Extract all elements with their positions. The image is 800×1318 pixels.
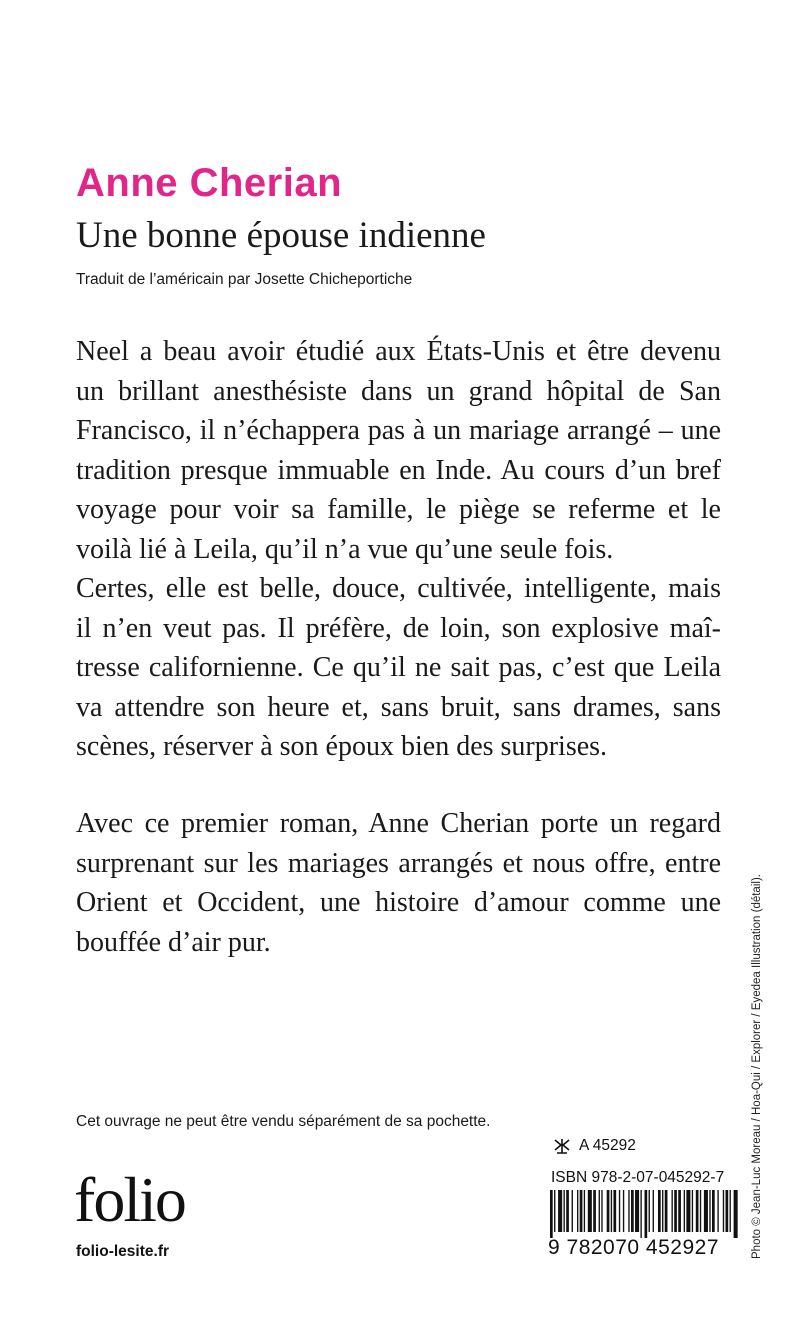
barcode-bar	[628, 1190, 629, 1232]
blurb-line: un brillant anesthésiste dans un grand hôpital de San	[76, 375, 721, 407]
blurb-line: tresse californienne. Ce qu’il ne sait pas, c’est que Leila	[76, 652, 721, 683]
barcode-bar	[672, 1190, 673, 1232]
blurb-line: va attendre son heure et, sans bruit, sans drames, sans	[76, 691, 721, 723]
barcode-bar	[640, 1190, 641, 1238]
barcode-bar	[564, 1190, 565, 1232]
barcode-bar	[709, 1190, 710, 1232]
barcode-bar	[665, 1190, 668, 1232]
barcode-bar	[584, 1190, 585, 1232]
barcode-bar	[631, 1190, 634, 1232]
barcode-bar	[607, 1190, 610, 1232]
barcode-bar	[649, 1190, 650, 1232]
catalog-code: A 45292	[579, 1137, 636, 1155]
translator-credit: Traduit de l’américain par Josette Chicheportiche	[76, 271, 413, 288]
barcode-bar	[662, 1190, 663, 1232]
barcode-bar	[726, 1190, 729, 1232]
barcode-bar	[593, 1190, 596, 1232]
barcode-bar	[712, 1190, 715, 1232]
sale-notice: Cet ouvrage ne peut être vendu séparément de sa pochette.	[76, 1113, 491, 1130]
barcode-bar	[577, 1190, 578, 1232]
barcode-bar	[611, 1190, 612, 1232]
blurb-line: surprenant sur les mariages arrangés et nous offre, entre	[76, 847, 721, 879]
blurb-line: scènes, réserver à son époux bien des surprises.	[76, 731, 608, 762]
blurb-line: voilà lié à Leila, qu’il n’a vue qu’une seule fois.	[76, 533, 614, 565]
barcode-bar	[599, 1190, 600, 1232]
barcode-bar	[619, 1190, 620, 1232]
barcode-bar	[658, 1190, 661, 1232]
barcode-bar	[704, 1190, 708, 1232]
barcode-bar	[572, 1190, 573, 1232]
catalog-row	[553, 1138, 636, 1154]
barcode-bar	[601, 1190, 602, 1232]
barcode-bar	[558, 1190, 562, 1232]
blurb-paragraph-2	[76, 804, 721, 962]
barcode-bar	[678, 1190, 681, 1232]
barcode-bar	[684, 1190, 685, 1232]
barcode-bar	[730, 1190, 731, 1232]
barcode-bar	[613, 1190, 616, 1232]
barcode-bar	[550, 1190, 553, 1238]
folio-logo: folio	[74, 1164, 185, 1235]
blurb-line: voyage pour voir sa famille, le piège se referme et le	[76, 494, 721, 525]
barcode-bar	[645, 1190, 648, 1238]
barcode-bar	[653, 1190, 654, 1232]
barcode-bar	[696, 1190, 699, 1232]
blurb-line: tradition presque immuable en Inde. Au cours d’un bref	[76, 454, 721, 486]
barcode-bar	[692, 1190, 693, 1232]
barcode-bar	[566, 1190, 569, 1232]
barcode-bar	[734, 1190, 738, 1238]
author-name: Anne Cherian	[76, 161, 343, 205]
barcode-bar	[623, 1190, 624, 1232]
barcode	[548, 1190, 738, 1238]
photo-credit: Photo © Jean-Luc Moreau / Hoa-Qui / Explorer / Eyedea Illustration (détail).	[751, 874, 763, 1259]
barcode-bar	[674, 1190, 677, 1232]
barcode-bar	[588, 1190, 592, 1232]
blurb-line: bouffée d’air pur.	[76, 926, 271, 958]
barcode-bar	[635, 1190, 639, 1232]
blurb-line: Avec ce premier roman, Anne Cherian porte un regard	[76, 808, 721, 839]
blurb-line: Certes, elle est belle, douce, cultivée, intelligente, mais	[76, 573, 721, 604]
isbn: ISBN 978-2-07-045292-7	[551, 1169, 725, 1186]
publisher-emblem-icon	[553, 1138, 571, 1154]
blurb-line: Neel a beau avoir étudié aux États-Unis et être devenu	[76, 336, 721, 367]
book-title: Une bonne épouse indienne	[76, 215, 486, 256]
barcode-bar	[686, 1190, 690, 1232]
barcode-bar	[580, 1190, 583, 1232]
barcode-bar	[554, 1190, 555, 1232]
blurb-paragraph-1	[76, 332, 721, 767]
blurb-line: il n’en veut pas. Il préfère, de loin, son explosive maî-	[76, 612, 721, 644]
barcode-bar	[700, 1190, 701, 1232]
barcode-bar	[717, 1190, 718, 1232]
barcode-digits: 9 782070 452927	[548, 1236, 719, 1259]
publisher-website[interactable]: folio-lesite.fr	[76, 1243, 170, 1260]
blurb-line: Orient et Occident, une histoire d’amour comme une	[76, 887, 721, 918]
barcode-bar	[723, 1190, 724, 1232]
blurb-line: Francisco, il n’échappera pas à un mariage arrangé – une	[76, 415, 721, 446]
